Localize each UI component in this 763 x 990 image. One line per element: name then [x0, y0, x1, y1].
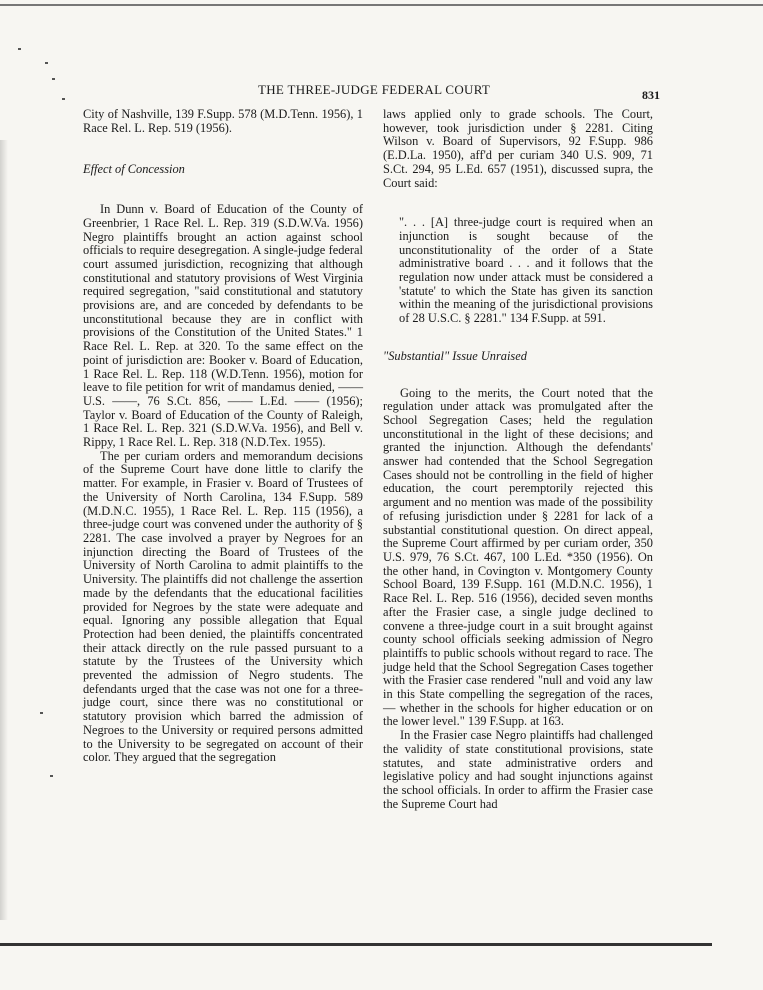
right-paragraph-0: laws applied only to grade schools. The Court, however, took jurisdiction under § 2281. Citing Wilson v. Board of Supervisors, 92 F.Supp. 986 (E.D.La. 1950), aff'd per curiam 340 U.S. 909, 71 S.Ct. 294, 95 L.Ed. 657 (1951), discussed supra, the Court said:	[383, 107, 653, 190]
running-header: THE THREE-JUDGE FEDERAL COURT	[258, 82, 491, 97]
section-heading-effect-of-concession: Effect of Concession	[83, 162, 185, 177]
left-column	[83, 108, 363, 765]
block-quote: ". . . [A] three-judge court is required when an injunction is sought because of the unconstitutionality of the order of a State administrative board . . . and it follows that the regulation now under attack must be considered a 'statute' to which the State has given its sanction within the meaning of the jurisdictional provisions of 28 U.S.C. § 2281." 134 F.Supp. at 591.	[399, 215, 653, 326]
left-paragraph-1: In Dunn v. Board of Education of the County of Greenbrier, 1 Race Rel. L. Rep. 319 (S.D.W.Va. 1956) Negro plaintiffs brought an action against school officials to require desegregation. A single-judge federal court assumed jurisdiction, recognizing that although constitutional and statutory provisions of West Virginia required segregation, "said constitutional and statutory provisions are, and are conceded by defendants to be unconstitutional because they are in conflict with provisions of the Constitution of the United States." 1 Race Rel. L. Rep. at 320. To the same effect on the point of jurisdiction are: Booker v. Board of Education, 1 Race Rel. L. Rep. 118 (W.D.Tenn. 1956), motion for leave to file petition for writ of mandamus denied, —— U.S. ——, 76 S.Ct. 856, —— L.Ed. —— (1956); Taylor v. Board of Education of the County of Raleigh, 1 Race Rel. L. Rep. 321 (S.D.W.Va. 1956), and Bell v. Rippy, 1 Race Rel. L. Rep. 318 (N.D.Tex. 1955).	[83, 202, 363, 450]
scan-speck	[50, 775, 53, 777]
scan-speck	[62, 98, 65, 100]
scan-speck	[18, 48, 21, 50]
binding-shadow	[0, 140, 8, 920]
top-rule	[0, 4, 763, 6]
right-paragraph-2: In the Frasier case Negro plaintiffs had challenged the validity of state constitutional provisions, state statutes, and state administrative orders and legislative policy and had sought injunctions against the school officials. In order to affirm the Frasier case the Supreme Court had	[383, 728, 653, 811]
left-paragraph-0: City of Nashville, 139 F.Supp. 578 (M.D.Tenn. 1956), 1 Race Rel. L. Rep. 519 (1956).	[83, 107, 363, 135]
right-column	[383, 108, 653, 811]
scan-speck	[52, 78, 55, 80]
scan-speck	[45, 62, 48, 64]
page-number: 831	[642, 88, 660, 102]
right-paragraph-1: Going to the merits, the Court noted that the regulation under attack was promulgated after the School Segregation Cases; held the regulation unconstitutional in the light of these decisions; and granted the injunction. Although the defendants' answer had contended that the School Segregation Cases should not be controlling in the field of higher education, the court peremptorily rejected this argument and no mention was made of the possibility of refusing jurisdiction under § 2281 for lack of a substantial constitutional question. On direct appeal, the Supreme Court affirmed by per curiam order, 350 U.S. 979, 76 S.Ct. 467, 100 L.Ed. *350 (1956). On the other hand, in Covington v. Montgomery County School Board, 139 F.Supp. 161 (M.D.N.C. 1956), 1 Race Rel. L. Rep. 516 (1956), decided seven months after the Frasier case, a single judge declined to convene a three-judge court in a suit brought against county school officials seeking admission of Negro plaintiffs to public schools without regard to race. The judge held that the School Segregation Cases together with the Frasier case rendered "null and void any law in this State compelling the segregation of the races,— whether in the schools for higher education or on the lower level." 139 F.Supp. at 163.	[383, 385, 653, 729]
section-heading-substantial-issue: "Substantial" Issue Unraised	[383, 348, 527, 363]
scan-speck	[40, 712, 43, 714]
left-paragraph-2: The per curiam orders and memorandum decisions of the Supreme Court have done little to clarify the matter. For example, in Frasier v. Board of Trustees of the University of North Carolina, 134 F.Supp. 589 (M.D.N.C. 1955), 1 Race Rel. L. Rep. 115 (1956), a three-judge court was convened under the authority of § 2281. The case involved a prayer by Negroes for an injunction directing the Board of Trustees of the University of North Carolina to admit plaintiffs to the University. The plaintiffs did not challenge the assertion made by the defendants that the educational facilities provided for Negroes by the state were adequate and equal. Ignoring any possible allegation that Equal Protection had been denied, the plaintiffs concentrated their attack directly on the rule passed pursuant to a statute by the Trustees of the University which prevented the admission of Negro students. The defendants urged that the case was not one for a three-judge court, since there was no constitutional or statutory provision which barred the admission of Negroes to the University or required persons admitted to the University to be segregated on account of their color. They argued that the segregation	[83, 448, 363, 765]
bottom-rule	[0, 943, 712, 946]
